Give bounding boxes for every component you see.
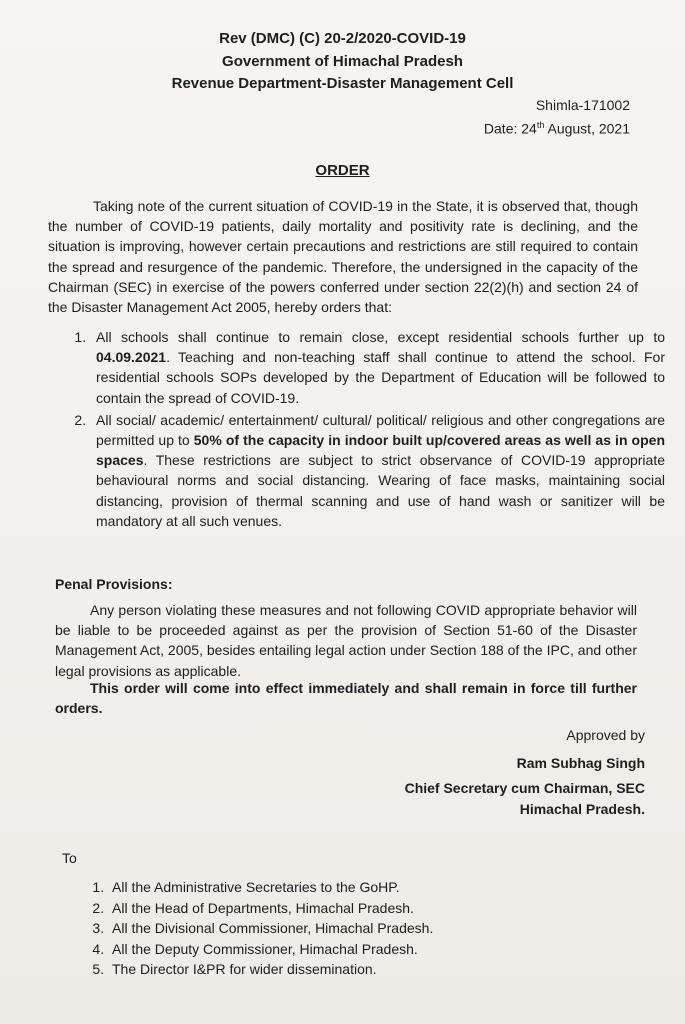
order-item-text: All schools shall continue to remain close, except residential schools further up to [96, 329, 665, 345]
reference-number: Rev (DMC) (C) 20-2/2020-COVID-19 [219, 30, 466, 47]
penal-paragraph: Any person violating these measures and not following COVID appropriate behavior will be liable to be proceeded against as per the provision of Section 51-60 of the Disaster Management Act, 2005, besides entailing legal action under Section 188 of the IPC, and other legal provisions as applicable. [55, 602, 637, 679]
order-item-bold: 04.09.2021 [96, 349, 167, 366]
date-prefix: Date: 24 [483, 120, 537, 137]
order-items [55, 327, 665, 531]
effect-paragraph: This order will come into effect immediately and shall remain in force till further orders. [55, 680, 637, 717]
signatory-place: Himachal Pradesh. [519, 801, 645, 817]
order-title: ORDER [315, 162, 370, 179]
government-name: Government of Himachal Pradesh [222, 53, 463, 70]
place-line: Shimla-171002 [535, 97, 630, 113]
signatory-name: Ram Subhag Singh [516, 755, 645, 771]
order-item [90, 327, 665, 408]
intro-paragraph: Taking note of the current situation of COVID-19 in the State, it is observed that, though the number of COVID-19 patients, daily mortality and positivity rate is declining, and the situation is improving, however certain precautions and restrictions are still required to contain the spread and resurgence of the pandemic. Therefore, the undersigned in the capacity of the Chairman (SEC) in exercise of the powers conferred under section 22(2)(h) and section 24 of the Disaster Management Act 2005, hereby orders that: [48, 198, 638, 316]
order-item-text: All social/ academic/ entertainment/ cultural/ political/ religious and other congregations are permitted up to [96, 411, 665, 449]
order-item-text: . Teaching and non-teaching staff shall continue to attend the school. For residential schools SOPs developed by the Department of Education will be followed to contain the spread of COVID-19. [96, 349, 665, 406]
distribution-item: 1. All the Administrative Secretaries to the GoHP. [108, 877, 433, 898]
order-item-bold: 50% of the capacity in indoor built up/covered areas as well as in open spaces [96, 432, 665, 469]
to-label: To [62, 850, 77, 866]
signatory-title: Chief Secretary cum Chairman, SEC [404, 780, 645, 796]
distribution-list [78, 877, 433, 980]
distribution-item: 2. All the Head of Departments, Himachal Pradesh. [108, 898, 433, 919]
approved-by: Approved by [566, 727, 645, 743]
date-rest: August, 2021 [544, 120, 630, 137]
distribution-item: 5. The Director I&PR for wider dissemination. [108, 959, 433, 980]
distribution-item: 3. All the Divisional Commissioner, Himachal Pradesh. [108, 918, 433, 939]
penal-heading: Penal Provisions: [55, 576, 173, 592]
date-line [484, 120, 630, 137]
department-name: Revenue Department-Disaster Management Cell [171, 75, 514, 92]
date-suffix: th [536, 120, 545, 130]
order-item-text: . These restrictions are subject to strict observance of COVID-19 appropriate behavioural norms and social distancing. Wearing of face masks, maintaining social distancing, provision of thermal scanning and use of hand wash or sanitizer will be mandatory at all such venues. [96, 452, 665, 529]
order-item [90, 410, 665, 531]
distribution-item: 4. All the Deputy Commissioner, Himachal Pradesh. [108, 939, 433, 960]
